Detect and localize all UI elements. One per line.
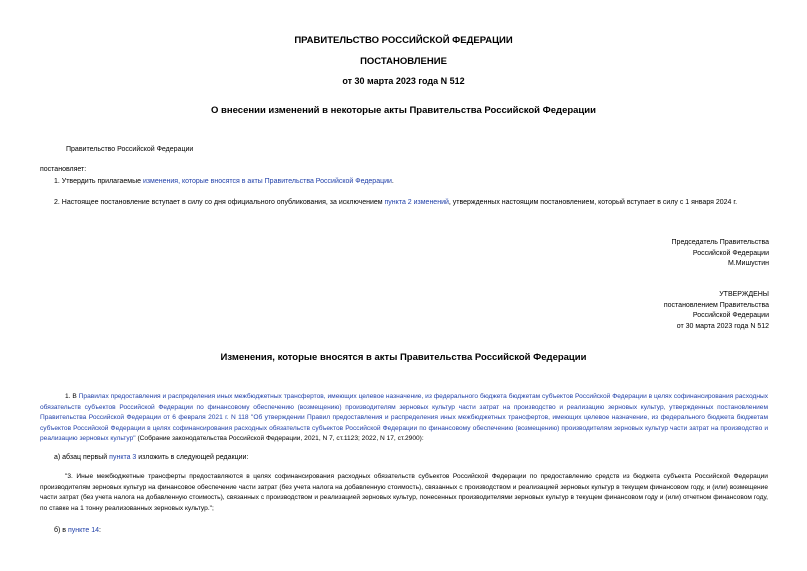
signature-line-2: Российской Федерации: [692, 249, 769, 257]
government-heading: ПРАВИТЕЛЬСТВО РОССИЙСКОЙ ФЕДЕРАЦИИ: [294, 35, 513, 46]
item-1-prefix: 1. Утвердить прилагаемые: [54, 178, 143, 185]
decree-text: постановляет:: [40, 166, 87, 173]
approval-line-4: от 30 марта 2023 года N 512: [676, 322, 769, 330]
signature-line-1: Председатель Правительства: [671, 239, 769, 246]
intro-text: Правительство Российской Федерации: [66, 146, 194, 153]
signature-line-3: М.Мишустин: [727, 260, 769, 267]
p1-decree-link[interactable]: , утвержденных постановлением Правительства Российской Федерации от 6 февраля 2021 г. N 118 "Об утверждении Правил предоставления и распределения иных межбюджетных трансфертов, имеющих целевое назначение, из федерального бюджета бюджетам субъектов Российской Федерации в целях софинансирования расходных обязательств субъектов Российской Федерации по финансовому обеспечению (возмещению) производителям зерновых культур части затрат на производство и реализацию зерновых культур": [40, 403, 768, 443]
document-title: О внесении изменений в некоторые акты Правительства Российской Федерации: [211, 105, 596, 116]
item-1-suffix: .: [391, 178, 394, 185]
item-1-link[interactable]: изменения, которые вносятся в акты Правительства Российской Федерации: [142, 178, 392, 185]
subitem-a-suffix: изложить в следующей редакции:: [136, 454, 249, 461]
item-2-link[interactable]: пункта 2 изменений: [384, 199, 449, 206]
subitem-a-link[interactable]: пункта 3: [109, 454, 137, 461]
item-2-suffix: , утвержденных настоящим постановлением, который вступает в силу с 1 января 2024 г.: [448, 199, 738, 206]
p1-prefix: 1. В: [65, 393, 79, 400]
approval-block: [664, 290, 769, 332]
item-1: [54, 177, 394, 186]
signature-block: [672, 238, 769, 270]
item-2: [54, 198, 737, 207]
quote-text: "3. Иные межбюджетные трансферты предоставляются в целях софинансирования расходных обязательств субъектов Российской Федерации по предоставлению средств из бюджета субъекта Российской Федерации производителям зерновых культур на финансовое обеспечение части затрат (без учета налога на добавленную стоимость), связанных с производством и реализацией зерновых культур в текущем финансовом году, и (или) возмещение части затрат (без учета налога на добавленную стоимость), связанных с производством и реализацией зерновых культур, понесенных производителями зерновых культур в текущем финансовом году и (или) отчетном финансовом году, по ставке на 1 тонну реализованных зерновых культур.";: [40, 473, 768, 512]
date-number: от 30 марта 2023 года N 512: [342, 76, 465, 86]
subitem-a: [54, 453, 248, 462]
subitem-b-prefix: б) в: [54, 527, 68, 534]
approval-line-1: УТВЕРЖДЕНЫ: [719, 291, 769, 298]
approval-line-2: постановлением Правительства: [663, 301, 769, 309]
quote-paragraph: [40, 472, 768, 514]
doc-type-heading: ПОСТАНОВЛЕНИЕ: [360, 56, 447, 67]
p1-suffix: (Собрание законодательства Российской Федерации, 2021, N 7, ст.1123; 2022, N 17, ст.2900):: [135, 435, 424, 443]
item-2-prefix: 2. Настоящее постановление вступает в силу со дня официального опубликования, за исключением: [54, 199, 385, 206]
subitem-b-suffix: :: [99, 527, 101, 534]
subitem-b-link[interactable]: пункте 14: [67, 527, 100, 534]
subitem-b: [54, 526, 101, 535]
annex-title: Изменения, которые вносятся в акты Правительства Российской Федерации: [220, 352, 587, 363]
annex-paragraph-1: [40, 392, 768, 445]
p1-rules-link[interactable]: Правилах предоставления и распределения иных межбюджетных трансфертов, имеющих целевое назначение, из федерального бюджета бюджетам субъектов Российской Федерации в целях софинансирования расходных обязательств субъектов Российской Федерации по финансовому обеспечению (возмещению) производителям зерновых культур части затрат на производство и реализацию зерновых культур: [40, 393, 768, 411]
approval-line-3: Российской Федерации: [692, 312, 769, 319]
subitem-a-prefix: а) абзац первый: [54, 454, 110, 461]
